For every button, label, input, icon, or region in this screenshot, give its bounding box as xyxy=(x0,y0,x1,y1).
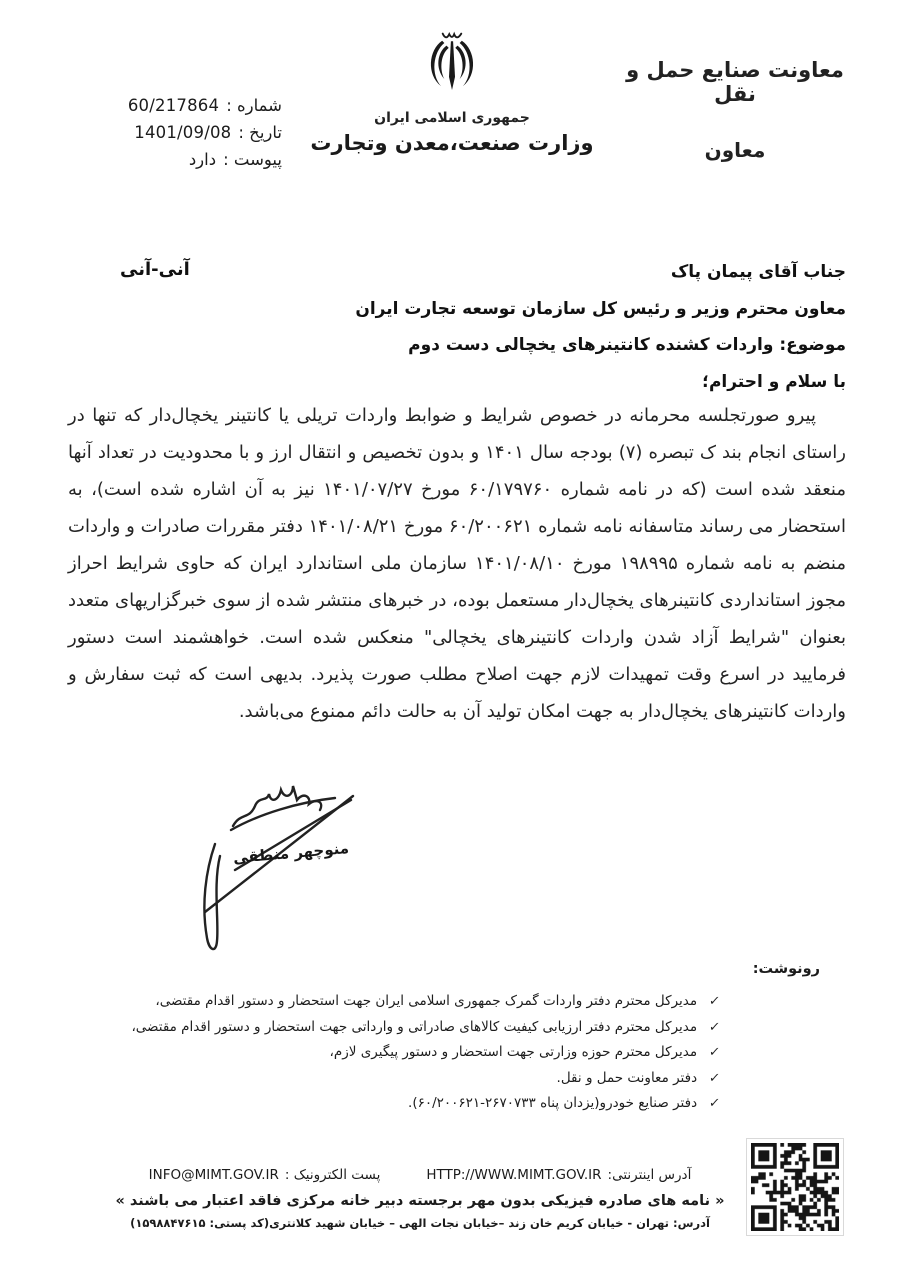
cc-item xyxy=(60,1066,720,1092)
checkmark-icon: ✓ xyxy=(708,1070,722,1086)
handwritten-signature-icon xyxy=(183,772,378,967)
checkmark-icon: ✓ xyxy=(708,1045,722,1060)
cc-label: رونوشت: xyxy=(752,961,820,977)
recipient-name: جناب آقای پیمان پاک xyxy=(670,262,846,282)
letterhead-department xyxy=(610,58,860,162)
footer-email xyxy=(149,1167,381,1183)
email-address: INFO@MIMT.GOV.IR xyxy=(148,1167,279,1183)
recipient-block xyxy=(290,254,846,400)
meta-number-value: 60/217864 xyxy=(127,96,220,115)
meta-number xyxy=(72,92,282,119)
checkmark-icon: ✓ xyxy=(708,994,722,1009)
cc-item-text: دفتر معاونت حمل و نقل. xyxy=(556,1069,698,1086)
letter-meta xyxy=(72,92,282,173)
meta-date xyxy=(72,119,282,146)
footer-website xyxy=(426,1167,691,1183)
qr-code xyxy=(747,1139,843,1235)
letter-body: پیرو صورتجلسه محرمانه در خصوص شرایط و ضوابط واردات تریلی یا کانتینر یخچال‌دار که تنها در راستای انجام بند ک تبصره (۷) بودجه سال ۱۴۰۱ و بدون تخصیص و انتقال ارز و با محدودیت در تعداد آنها منعقد شده است (که در نامه شماره ۶۰/۱۷۹۷۶۰ مورخ ۱۴۰۱/۰۷/۲۷ نیز به آن اشاره شده است)، به استحضار می رساند متاسفانه نامه شماره ۶۰/۲۰۰۶۲۱ مورخ ۱۴۰۱/۰۸/۲۱ دفتر مقررات صادرات و واردات منضم به نامه شماره ۱۹۸۹۹۵ مورخ ۱۴۰۱/۰۸/۱۰ سازمان ملی استاندارد ایران که حاوی شرایط احراز مجوز استانداردی کانتینرهای یخچال‌دار مستعمل بوده، در خبرهای منتشر شده از سوی خبرگزاریهای متعدد بعنوان "شرایط آزاد شدن واردات کانتینرهای یخچالی" منعکس شده است. خواهشمند است دستور فرمایید در اسرع وقت تمهیدات لازم جهت اصلاح مطلب صورت پذیرد. بدیهی است که ثبت سفارش و واردات کانتینرهای یخچال‌دار به جهت امکان تولید آن به حالت دائم ممنوع می‌باشد. xyxy=(68,405,847,722)
checkmark-icon: ✓ xyxy=(708,1019,722,1035)
cc-item xyxy=(60,989,720,1015)
letter-footer xyxy=(100,1167,740,1230)
cc-item-text: مدیرکل محترم حوزه وزارتی جهت استحضار و دستور پیگیری لازم، xyxy=(329,1044,698,1060)
meta-date-value: 1401/09/08 xyxy=(134,123,232,142)
meta-attachment-label: پیوست : xyxy=(223,150,282,169)
meta-attachment-value: دارد xyxy=(188,150,217,169)
priority-marking: آنی-آنی xyxy=(120,259,190,280)
cc-item xyxy=(60,1040,720,1066)
salutation: با سلام و احترام؛ xyxy=(702,371,846,392)
cc-item xyxy=(60,1015,720,1041)
checkmark-icon: ✓ xyxy=(708,1096,722,1111)
recipient-title: معاون محترم وزیر و رئیس کل سازمان توسعه تجارت ایران xyxy=(355,298,846,319)
iran-emblem-icon xyxy=(419,26,485,108)
cc-item-text: مدیرکل محترم دفتر واردات گمرک جمهوری اسلامی ایران جهت استحضار و دستور اقدام مقتضی، xyxy=(155,993,698,1009)
ministry-title: وزارت صنعت،معدن وتجارت xyxy=(310,131,594,155)
email-label: پست الکترونیک : xyxy=(284,1167,381,1183)
meta-date-label: تاریخ : xyxy=(238,123,282,142)
department-role: معاون xyxy=(704,138,766,162)
department-title: معاونت صنایع حمل و نقل xyxy=(626,58,844,106)
footer-contact-line xyxy=(100,1167,740,1183)
signature-block xyxy=(183,772,378,967)
signatory-name: منوچهر منطقی xyxy=(232,838,350,868)
subject-line: موضوع: واردات کشنده کانتینرهای یخچالی دست دوم xyxy=(408,335,846,355)
footer-postal-address: آدرس: تهران - خیابان کریم خان زند –خیابان نجات الهی – خیابان شهید کلانتری(کد پستی: ۱۵۹۸۸۴۷۶۱۵) xyxy=(130,1216,710,1230)
footer-notice: « نامه های صادره فیزیکی بدون مهر برجسته دبیر خانه مرکزی فاقد اعتبار می باشند » xyxy=(115,1193,725,1209)
republic-title: جمهوری اسلامی ایران xyxy=(374,110,530,126)
meta-number-label: شماره : xyxy=(226,96,282,115)
cc-item xyxy=(60,1091,720,1117)
meta-attachment xyxy=(72,146,282,173)
website-label: آدرس اینترنتی: xyxy=(607,1167,692,1183)
website-url: HTTP://WWW.MIMT.GOV.IR xyxy=(426,1167,602,1183)
cc-item-text: دفتر صنایع خودرو(یزدان پناه ۲۶۷۰۷۳۳-۶۰/۲۰۰۶۲۱). xyxy=(408,1095,698,1111)
cc-list xyxy=(60,989,720,1117)
cc-item-text: مدیرکل محترم دفتر ارزیابی کیفیت کالاهای صادراتی و وارداتی جهت استحضار و دستور اقدام مقتضی، xyxy=(131,1018,698,1035)
